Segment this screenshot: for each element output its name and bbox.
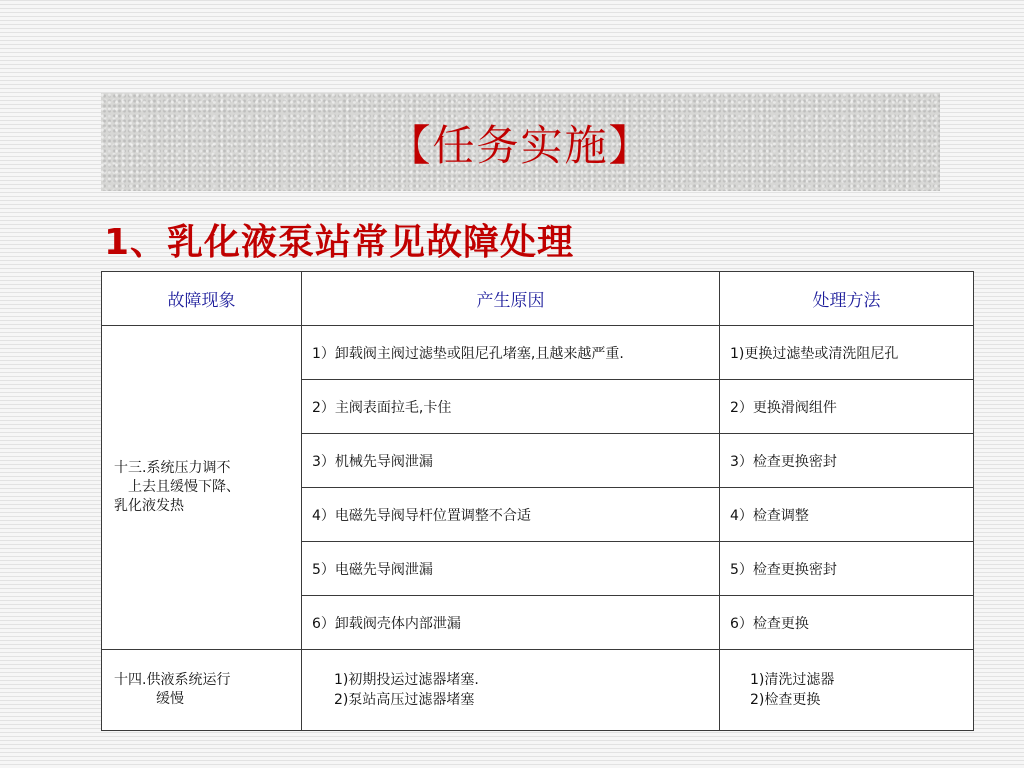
header-fix: 处理方法 bbox=[720, 272, 974, 326]
fix-cell: 4）检查调整 bbox=[720, 488, 974, 542]
cause-cell: 6）卸载阀壳体内部泄漏 bbox=[302, 596, 720, 650]
cause-line: 2)泵站高压过滤器堵塞 bbox=[334, 692, 475, 708]
symptom-line: 十四.供液系统运行 bbox=[114, 672, 231, 688]
fix-cell: 3）检查更换密封 bbox=[720, 434, 974, 488]
symptom-cell bbox=[102, 326, 302, 650]
fix-line: 2)检查更换 bbox=[750, 692, 821, 708]
cause-cell: 1）卸载阀主阀过滤垫或阻尼孔堵塞,且越来越严重. bbox=[302, 326, 720, 380]
table-row bbox=[102, 650, 974, 731]
title-banner bbox=[101, 93, 940, 191]
slide-title: 【任务实施】 bbox=[388, 121, 653, 170]
table-row bbox=[102, 326, 974, 380]
fault-table bbox=[101, 271, 974, 731]
symptom-cell bbox=[102, 650, 302, 731]
header-symptom: 故障现象 bbox=[102, 272, 302, 326]
fix-cell bbox=[720, 650, 974, 731]
cause-cell: 5）电磁先导阀泄漏 bbox=[302, 542, 720, 596]
cause-line: 1)初期投运过滤器堵塞. bbox=[334, 672, 479, 688]
section-heading: 1、乳化液泵站常见故障处理 bbox=[104, 222, 575, 263]
cause-cell: 2）主阀表面拉毛,卡住 bbox=[302, 380, 720, 434]
symptom-line: 上去且缓慢下降、 bbox=[128, 479, 240, 495]
symptom-line: 十三.系统压力调不 bbox=[114, 460, 231, 476]
header-cause: 产生原因 bbox=[302, 272, 720, 326]
fix-cell: 5）检查更换密封 bbox=[720, 542, 974, 596]
fix-cell: 1)更换过滤垫或清洗阻尼孔 bbox=[720, 326, 974, 380]
cause-cell: 4）电磁先导阀导杆位置调整不合适 bbox=[302, 488, 720, 542]
symptom-line: 乳化液发热 bbox=[114, 498, 184, 514]
cause-cell: 3）机械先导阀泄漏 bbox=[302, 434, 720, 488]
fix-cell: 2）更换滑阀组件 bbox=[720, 380, 974, 434]
table-header-row bbox=[102, 272, 974, 326]
symptom-line: 缓慢 bbox=[156, 691, 184, 707]
fix-cell: 6）检查更换 bbox=[720, 596, 974, 650]
cause-cell bbox=[302, 650, 720, 731]
fix-line: 1)清洗过滤器 bbox=[750, 672, 835, 688]
